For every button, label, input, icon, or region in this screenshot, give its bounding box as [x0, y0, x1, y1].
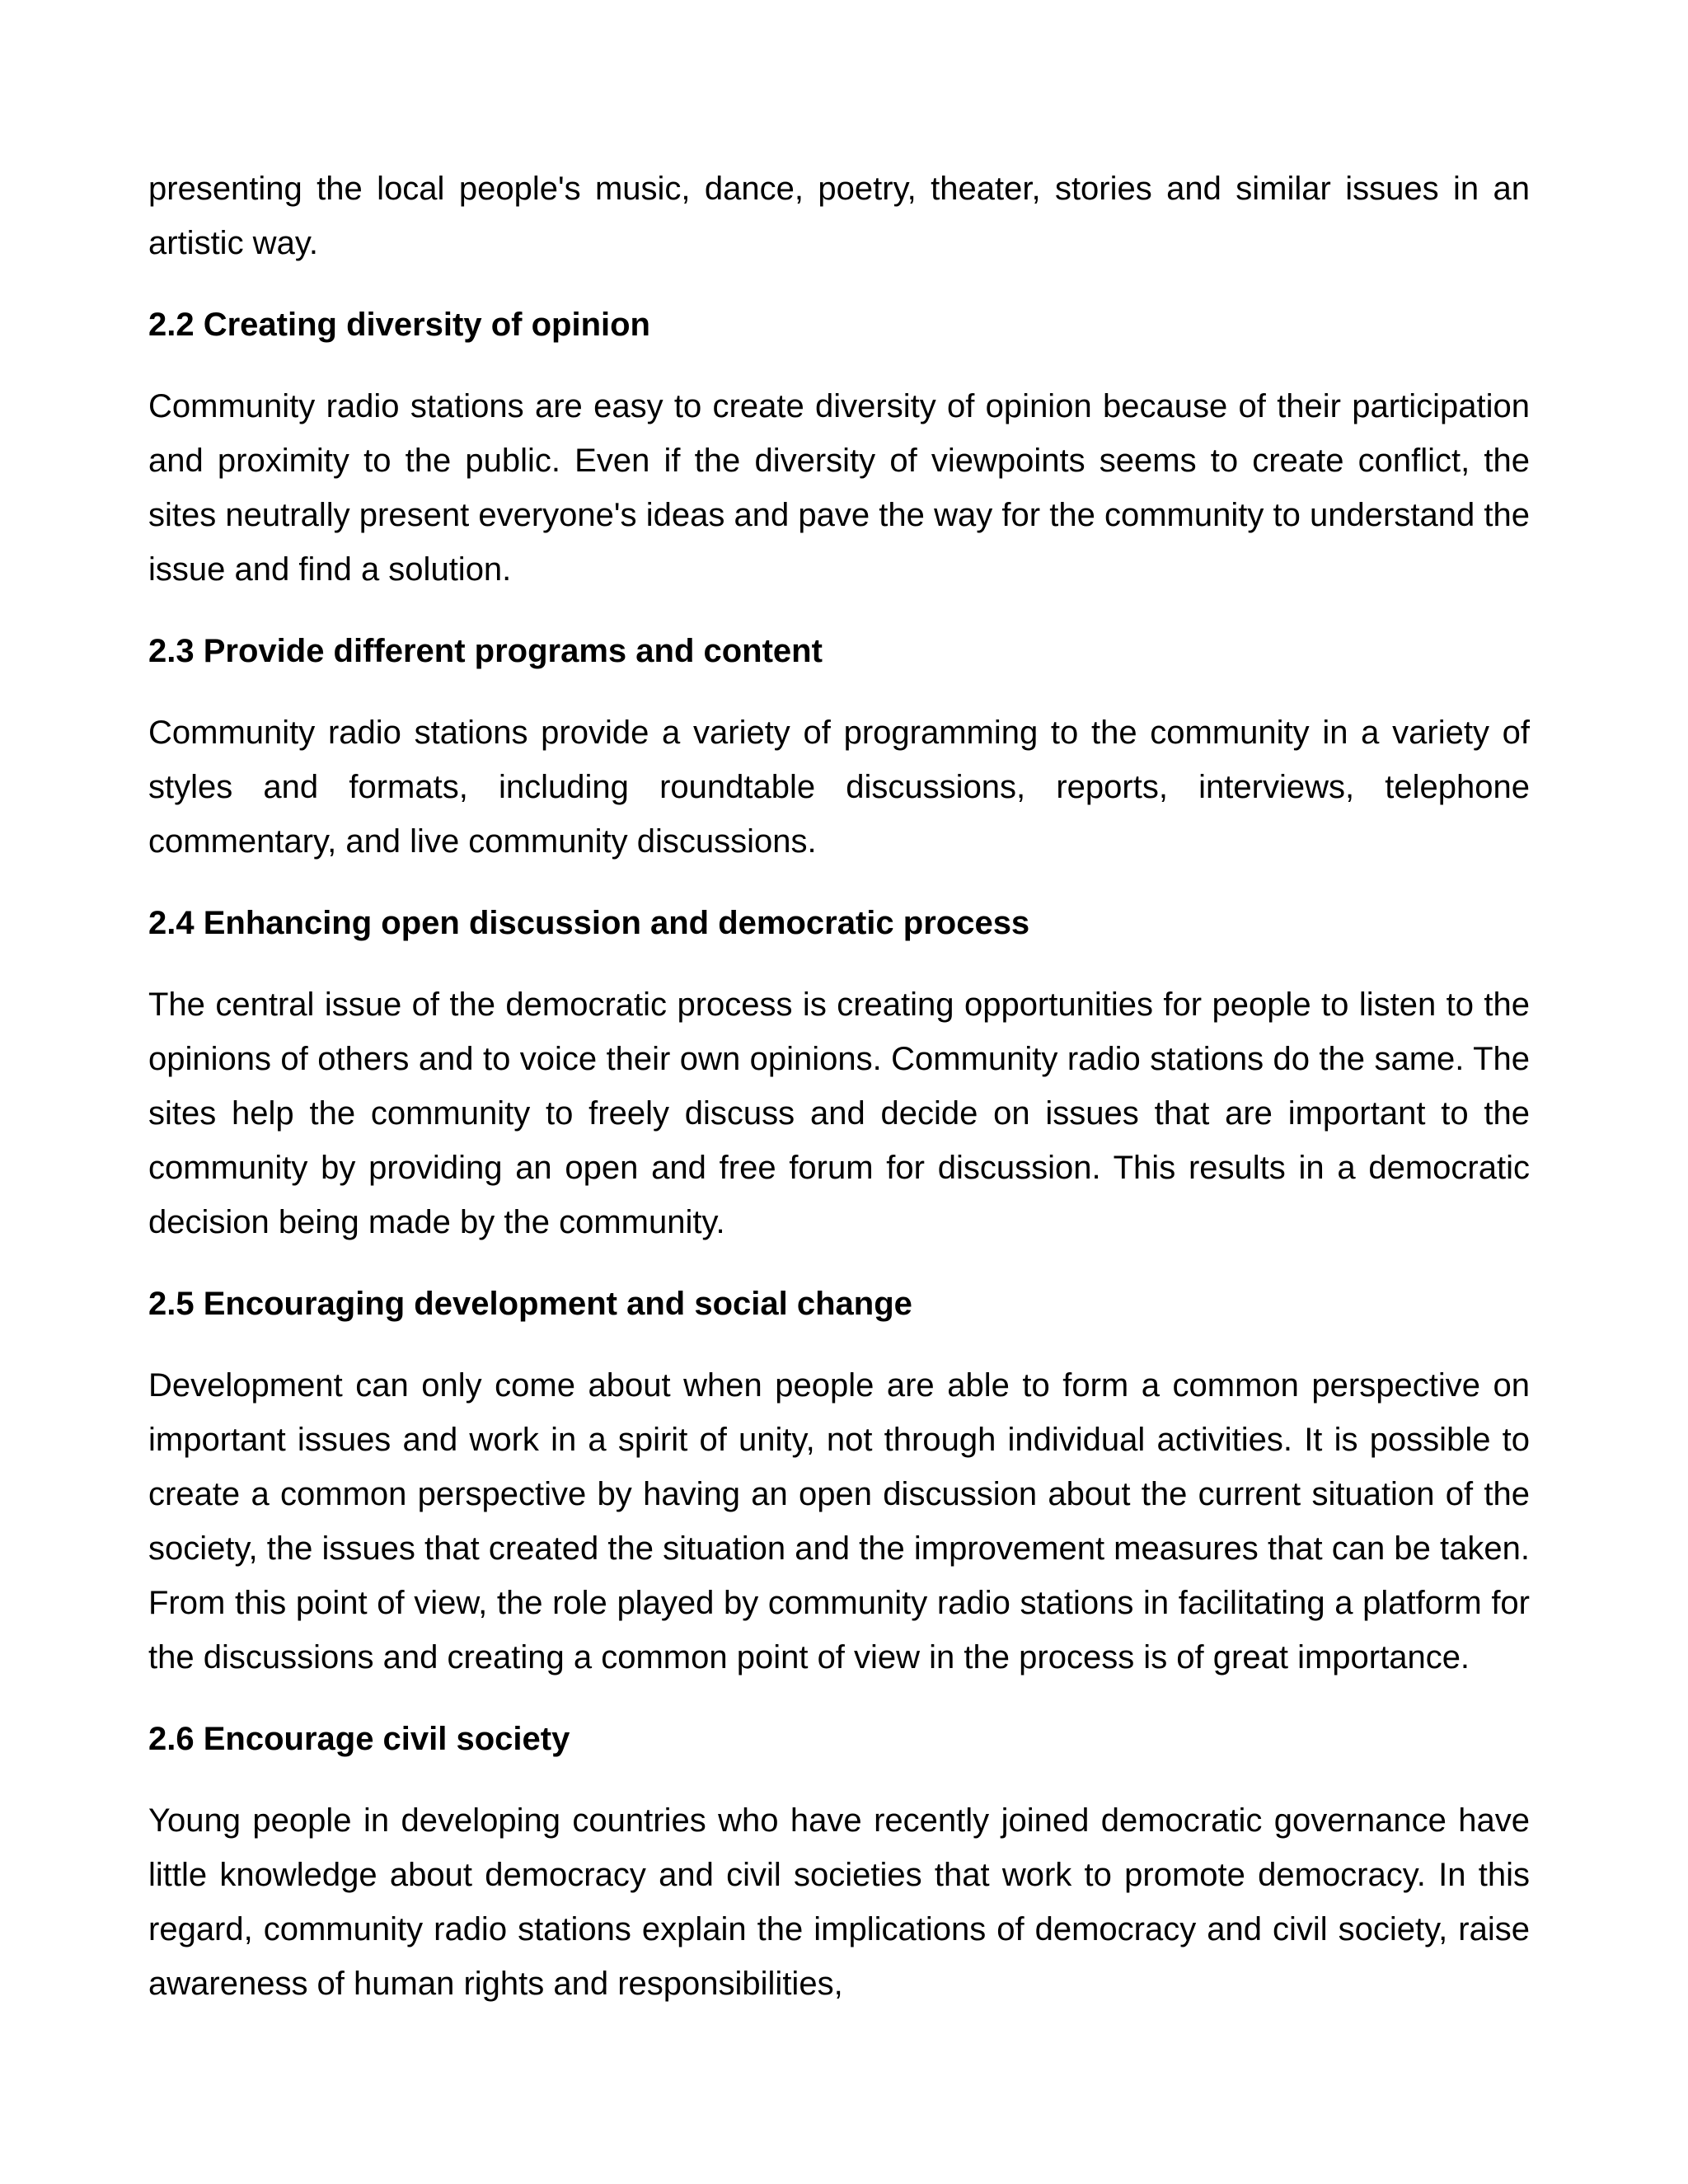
section-body-2-4: The central issue of the democratic process is creating opportunities for people to listen to the opinions of others and to voice their own opinions. Community radio stations do the same. The sites help the community to freely discuss and decide on issues that are important to the community by providing an open and free forum for discussion. This results in a democratic decision being made by the community. [148, 987, 1530, 1240]
section-body-2-5: Development can only come about when people are able to form a common perspective on important issues and work in a spirit of unity, not through individual activities. It is possible to create a common perspective by having an open discussion about the current situation of the society, the issues that created the situation and the improvement measures that can be taken. From this point of view, the role played by community radio stations in facilitating a platform for the discussions and creating a common point of view in the process is of great importance. [148, 1367, 1530, 1675]
document-body [148, 162, 1530, 2011]
section-heading-2-3: 2.3 Provide different programs and content [148, 633, 823, 669]
section-heading-2-2: 2.2 Creating diversity of opinion [148, 307, 650, 343]
section-heading-2-4: 2.4 Enhancing open discussion and democratic process [148, 905, 1030, 941]
section-body-2-3: Community radio stations provide a variety of programming to the community in a variety of styles and formats, including roundtable discussions, reports, interviews, telephone commentary, and live community discussions. [148, 715, 1530, 860]
section-heading-2-5: 2.5 Encouraging development and social change [148, 1286, 912, 1322]
section-body-2-6: Young people in developing countries who have recently joined democratic governance have little knowledge about democracy and civil societies that work to promote democracy. In this regard, community radio stations explain the implications of democracy and civil society, raise awareness of human rights and responsibilities, [148, 1802, 1530, 2002]
section-body-2-2: Community radio stations are easy to create diversity of opinion because of their participation and proximity to the public. Even if the diversity of viewpoints seems to create conflict, the sites neutrally present everyone's ideas and pave the way for the community to understand the issue and find a solution. [148, 388, 1530, 588]
intro-paragraph: presenting the local people's music, dance, poetry, theater, stories and similar issues in an artistic way. [148, 171, 1530, 261]
section-heading-2-6: 2.6 Encourage civil society [148, 1721, 570, 1757]
